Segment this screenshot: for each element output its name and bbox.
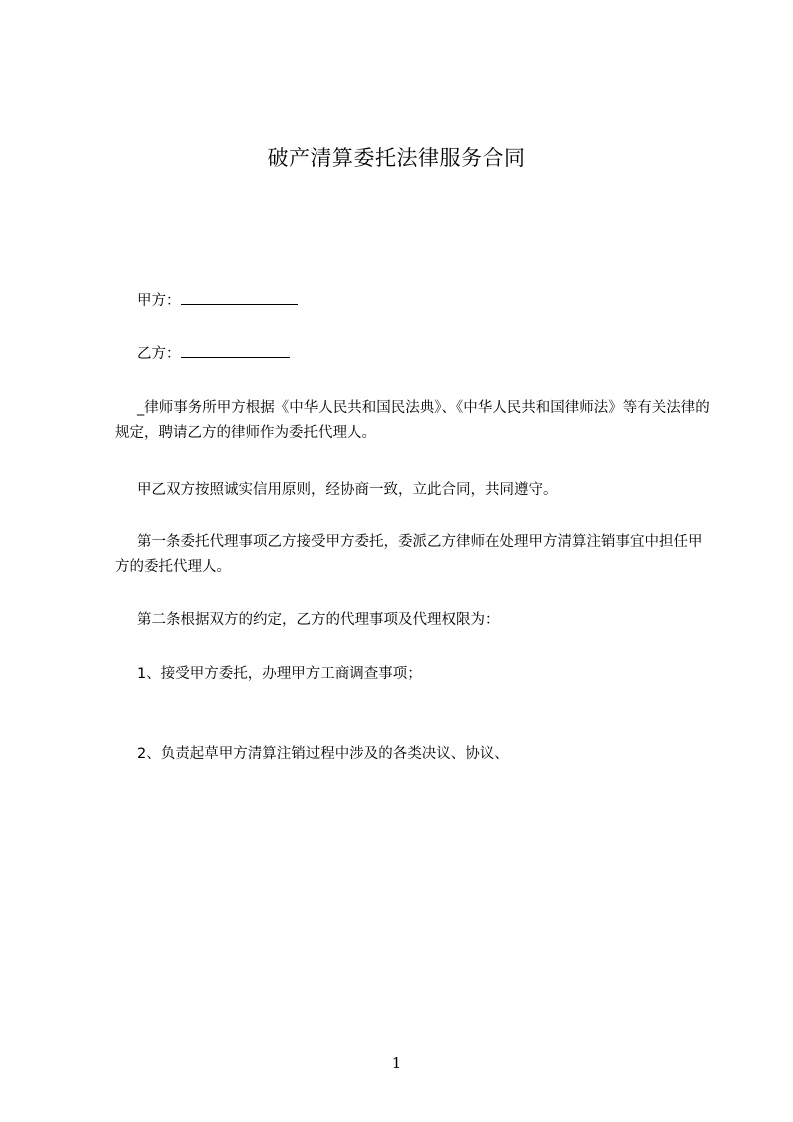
document-title: 破产清算委托法律服务合同	[267, 146, 526, 170]
party-a-line	[115, 289, 715, 314]
party-b-line	[115, 342, 715, 367]
article-2-paragraph: 第二条根据双方的约定，乙方的代理事项及代理权限为：	[137, 612, 500, 628]
party-b-blank	[181, 343, 290, 358]
principle-paragraph: 甲乙双方按照诚实信用原则，经协商一致，立此合同，共同遵守。	[137, 482, 558, 498]
party-b-label: 乙方：	[137, 346, 181, 362]
intro-paragraph: _律师事务所甲方根据《中华人民共和国民法典》、《中华人民共和国律师法》等有关法律的规定，聘请乙方的律师作为委托代理人。	[115, 400, 710, 441]
article-1-paragraph: 第一条委托代理事项乙方接受甲方委托，委派乙方律师在处理甲方清算注销事宜中担任甲方的委托代理人。	[115, 534, 703, 575]
item-2-paragraph: 2、负责起草甲方清算注销过程中涉及的各类决议、协议、	[137, 746, 509, 762]
item-1-paragraph: 1、接受甲方委托，办理甲方工商调查事项；	[137, 666, 422, 682]
party-a-blank	[181, 290, 298, 305]
party-a-label: 甲方：	[137, 293, 181, 309]
page-number: 1	[391, 1054, 402, 1072]
